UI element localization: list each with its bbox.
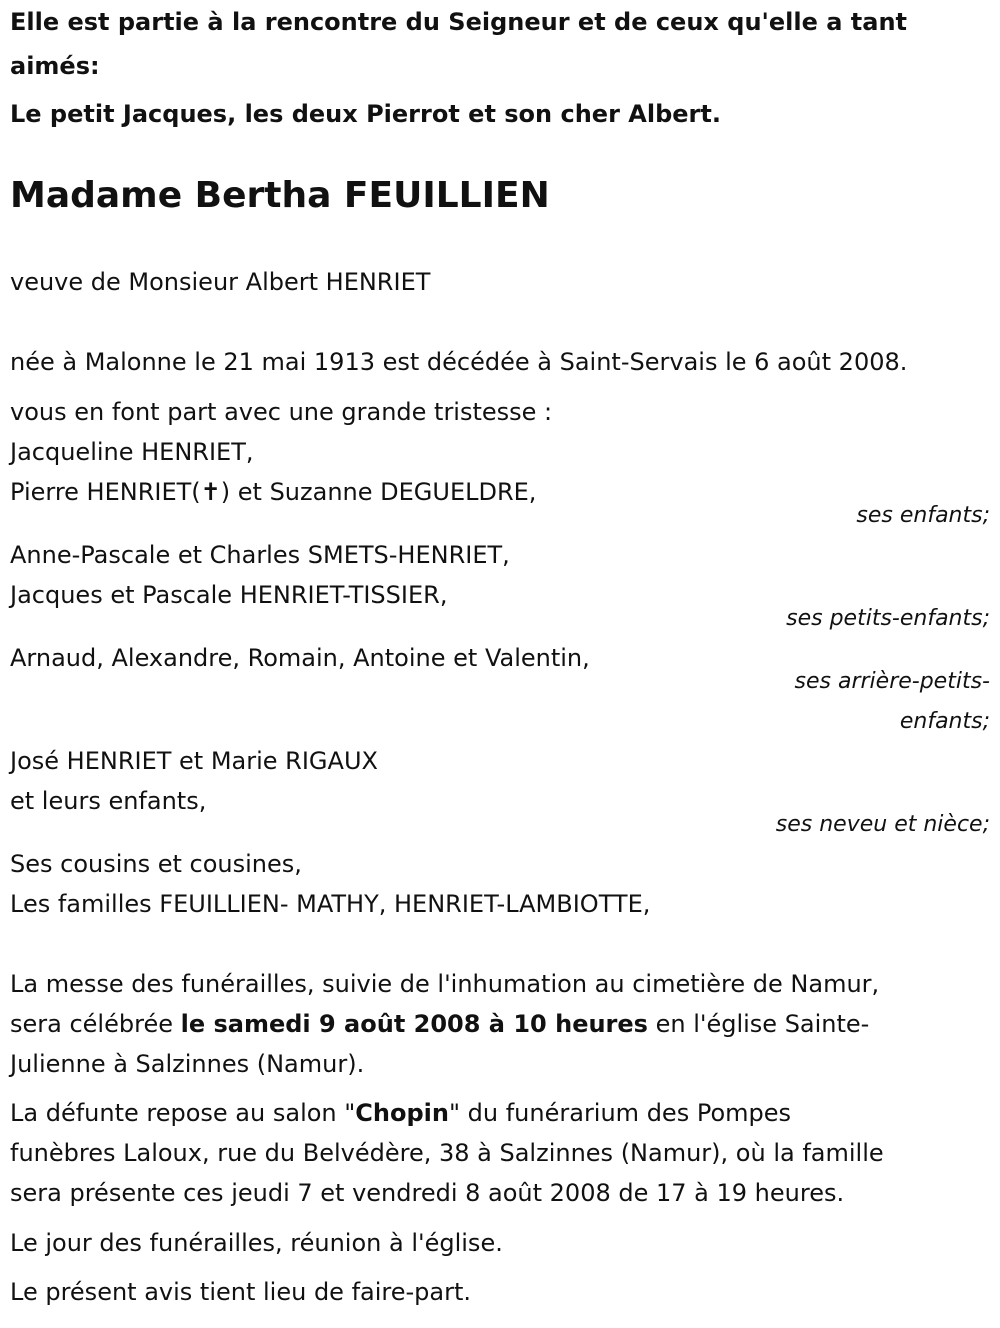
quote-line-3: Le petit Jacques, les deux Pierrot et son cher Albert.	[10, 100, 721, 128]
grandchildren-line-2: Jacques et Pascale HENRIET-TISSIER,	[10, 581, 448, 609]
greatgrandchildren-role-line-2: enfants;	[899, 709, 990, 734]
announcement-intro: vous en font part avec une grande tristesse :	[10, 398, 553, 426]
rest-line-2: funèbres Laloux, rue du Belvédère, 38 à Salzinnes (Namur), où la famille	[10, 1139, 884, 1167]
grandchildren-line-1: Anne-Pascale et Charles SMETS-HENRIET,	[10, 541, 510, 569]
mass-line-1: La messe des funérailles, suivie de l'inhumation au cimetière de Namur,	[10, 970, 880, 998]
cousins-line-2: Les familles FEUILLIEN- MATHY, HENRIET-LAMBIOTTE,	[10, 890, 651, 918]
quote-line-2: aimés:	[10, 52, 100, 80]
children-line-1: Jacqueline HENRIET,	[10, 438, 254, 466]
meeting-line: Le jour des funérailles, réunion à l'église.	[10, 1229, 503, 1257]
mass-line-2-post: en l'église Sainte-	[647, 1010, 870, 1038]
nephew-role: ses neveu et nièce;	[775, 812, 990, 837]
children-line-2: Pierre HENRIET(✝) et Suzanne DEGUELDRE,	[10, 478, 537, 506]
nephew-line-1: José HENRIET et Marie RIGAUX	[10, 747, 378, 775]
widow-of-line: veuve de Monsieur Albert HENRIET	[10, 268, 431, 296]
deceased-name: Madame Bertha FEUILLIEN	[10, 175, 550, 216]
nephew-line-2: et leurs enfants,	[10, 787, 207, 815]
rest-line-1	[10, 1093, 791, 1133]
grandchildren-role: ses petits-enfants;	[786, 606, 990, 631]
mass-line-3: Julienne à Salzinnes (Namur).	[10, 1050, 365, 1078]
children-role: ses enfants;	[856, 503, 990, 528]
rest-line-1-pre: La défunte repose au salon "	[10, 1099, 356, 1127]
cousins-line-1: Ses cousins et cousines,	[10, 850, 302, 878]
greatgrandchildren-role-line-1: ses arrière-petits-	[794, 669, 990, 694]
salon-name: Chopin	[355, 1099, 449, 1127]
mass-date-time: le samedi 9 août 2008 à 10 heures	[180, 1010, 648, 1038]
rest-line-1-post: " du funérarium des Pompes	[448, 1099, 792, 1127]
quote-line-1: Elle est partie à la rencontre du Seigneur et de ceux qu'elle a tant	[10, 8, 908, 36]
mass-line-2-pre: sera célébrée	[10, 1010, 181, 1038]
notice-line: Le présent avis tient lieu de faire-part.	[10, 1278, 472, 1306]
rest-line-3: sera présente ces jeudi 7 et vendredi 8 août 2008 de 17 à 19 heures.	[10, 1179, 845, 1207]
birth-death-line: née à Malonne le 21 mai 1913 est décédée à Saint-Servais le 6 août 2008.	[10, 348, 908, 376]
mass-line-2	[10, 1004, 869, 1044]
greatgrandchildren-line-1: Arnaud, Alexandre, Romain, Antoine et Valentin,	[10, 644, 590, 672]
